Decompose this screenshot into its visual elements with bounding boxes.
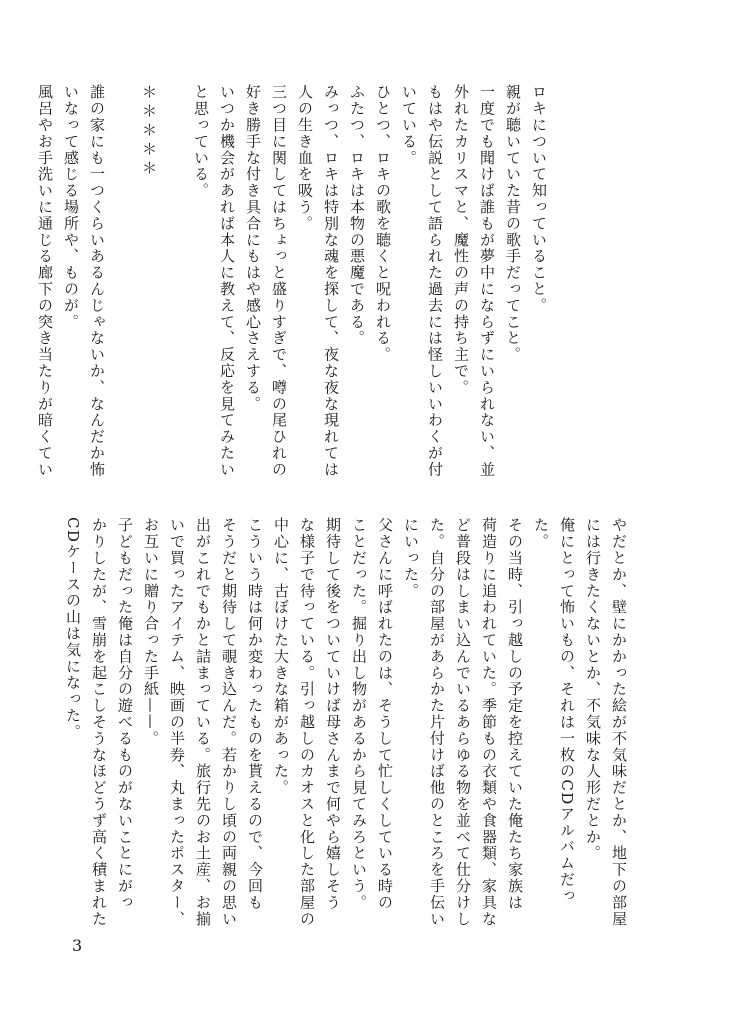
text-line: ふたつ、ロキは本物の悪魔である。 <box>348 84 366 347</box>
blank-line <box>110 84 136 500</box>
text-line: 人の生き血を吸う。 <box>296 84 314 232</box>
text-line: 三つ目に関してはちょっと盛りすぎで、噂の尾ひれの <box>270 84 288 478</box>
text-line: いている。 <box>400 84 418 166</box>
text-line: いで買ったアイテム、映画の半券、丸まったポスター、 <box>168 517 186 927</box>
text-line: いなって感じる場所や、ものが。 <box>62 84 80 330</box>
text-line: かりしたが、雪崩を起こしそうなほどうず高く積まれた <box>90 517 108 927</box>
text-line: CDケースの山は気になった。 <box>64 517 82 741</box>
text-line: と思っている。 <box>192 84 210 199</box>
text-line: 中心に、古ぼけた大きな箱があった。 <box>272 517 290 796</box>
text-line: 父さんに呼ばれたのは、そうして忙しくしている時の <box>376 517 394 911</box>
text-line: その当時、引っ越しの予定を控えていた俺たち家族は <box>506 517 524 911</box>
text-line: にいった。 <box>402 517 420 599</box>
text-line: みっつ、ロキは特別な魂を探して、夜な夜な現れては <box>322 84 340 478</box>
text-line: 外れたカリスマと、魔性の声の持ち主で。 <box>452 84 470 396</box>
text-line: 俺にとって怖いもの、それは一枚のCDアルバムだっ <box>558 517 576 905</box>
text-line: そうだと期待して覗き込んだ。若かりし頃の両親の思い <box>220 517 238 927</box>
text-line: やだとか、壁にかかった絵が不気味だとか、地下の部屋 <box>610 517 628 927</box>
text-line: 一度でも聞けば誰もが夢中にならずにいられない、並 <box>478 84 496 478</box>
text-line: な様子で待っている。引っ越しのカオスと化した部屋の <box>298 517 316 927</box>
text-line: お互いに贈り合った手紙——。 <box>142 517 160 747</box>
lower-text-block <box>60 517 632 941</box>
text-line: もはや伝説として語られた過去には怪しいいわくが付 <box>426 84 444 478</box>
text-line: ひとつ、ロキの歌を聴くと呪われる。 <box>374 84 392 363</box>
text-line: ロキについて知っていること。 <box>530 84 548 314</box>
text-line: 出がこれでもかと詰まっている。旅行先のお土産、お揃 <box>194 517 212 927</box>
text-line: 好き勝手な付き具合にもはや感心さえする。 <box>244 84 262 412</box>
blank-line <box>162 84 188 500</box>
text-line: ど普段はしまい込んでいるあらゆる物を並べて仕分けし <box>454 517 472 927</box>
section-break: ＊＊＊＊＊ <box>140 84 158 179</box>
text-line: 子どもだった俺は自分の遊べるものがないことにがっ <box>116 517 134 911</box>
text-line: 誰の家にも一つくらいあるんじゃないか、なんだか怖 <box>88 84 106 478</box>
text-line: 親が聴いていた昔の歌手だってこと。 <box>504 84 522 363</box>
upper-text-block <box>32 84 552 500</box>
text-line: 風呂やお手洗いに通じる廊下の突き当たりが暗くてい <box>36 84 54 478</box>
page-number: 3 <box>72 936 83 955</box>
text-line: ことだった。掘り出し物があるから見てみろという。 <box>350 517 368 911</box>
text-line: こういう時は何か変わったものを貰えるので、今回も <box>246 517 264 911</box>
text-line: 荷造りに追われていた。季節もの衣類や食器類、家具な <box>480 517 498 927</box>
text-line: には行きたくないとか、不気味な人形だとか。 <box>584 517 602 862</box>
text-line: た。 <box>532 517 550 550</box>
text-line: いつか機会があれば本人に教えて、反応を見てみたい <box>218 84 236 478</box>
text-line: た。自分の部屋があらかた片付けば他のところを手伝い <box>428 517 446 927</box>
text-line: 期待して後をついていけば母さんまで何やら嬉しそう <box>324 517 342 911</box>
